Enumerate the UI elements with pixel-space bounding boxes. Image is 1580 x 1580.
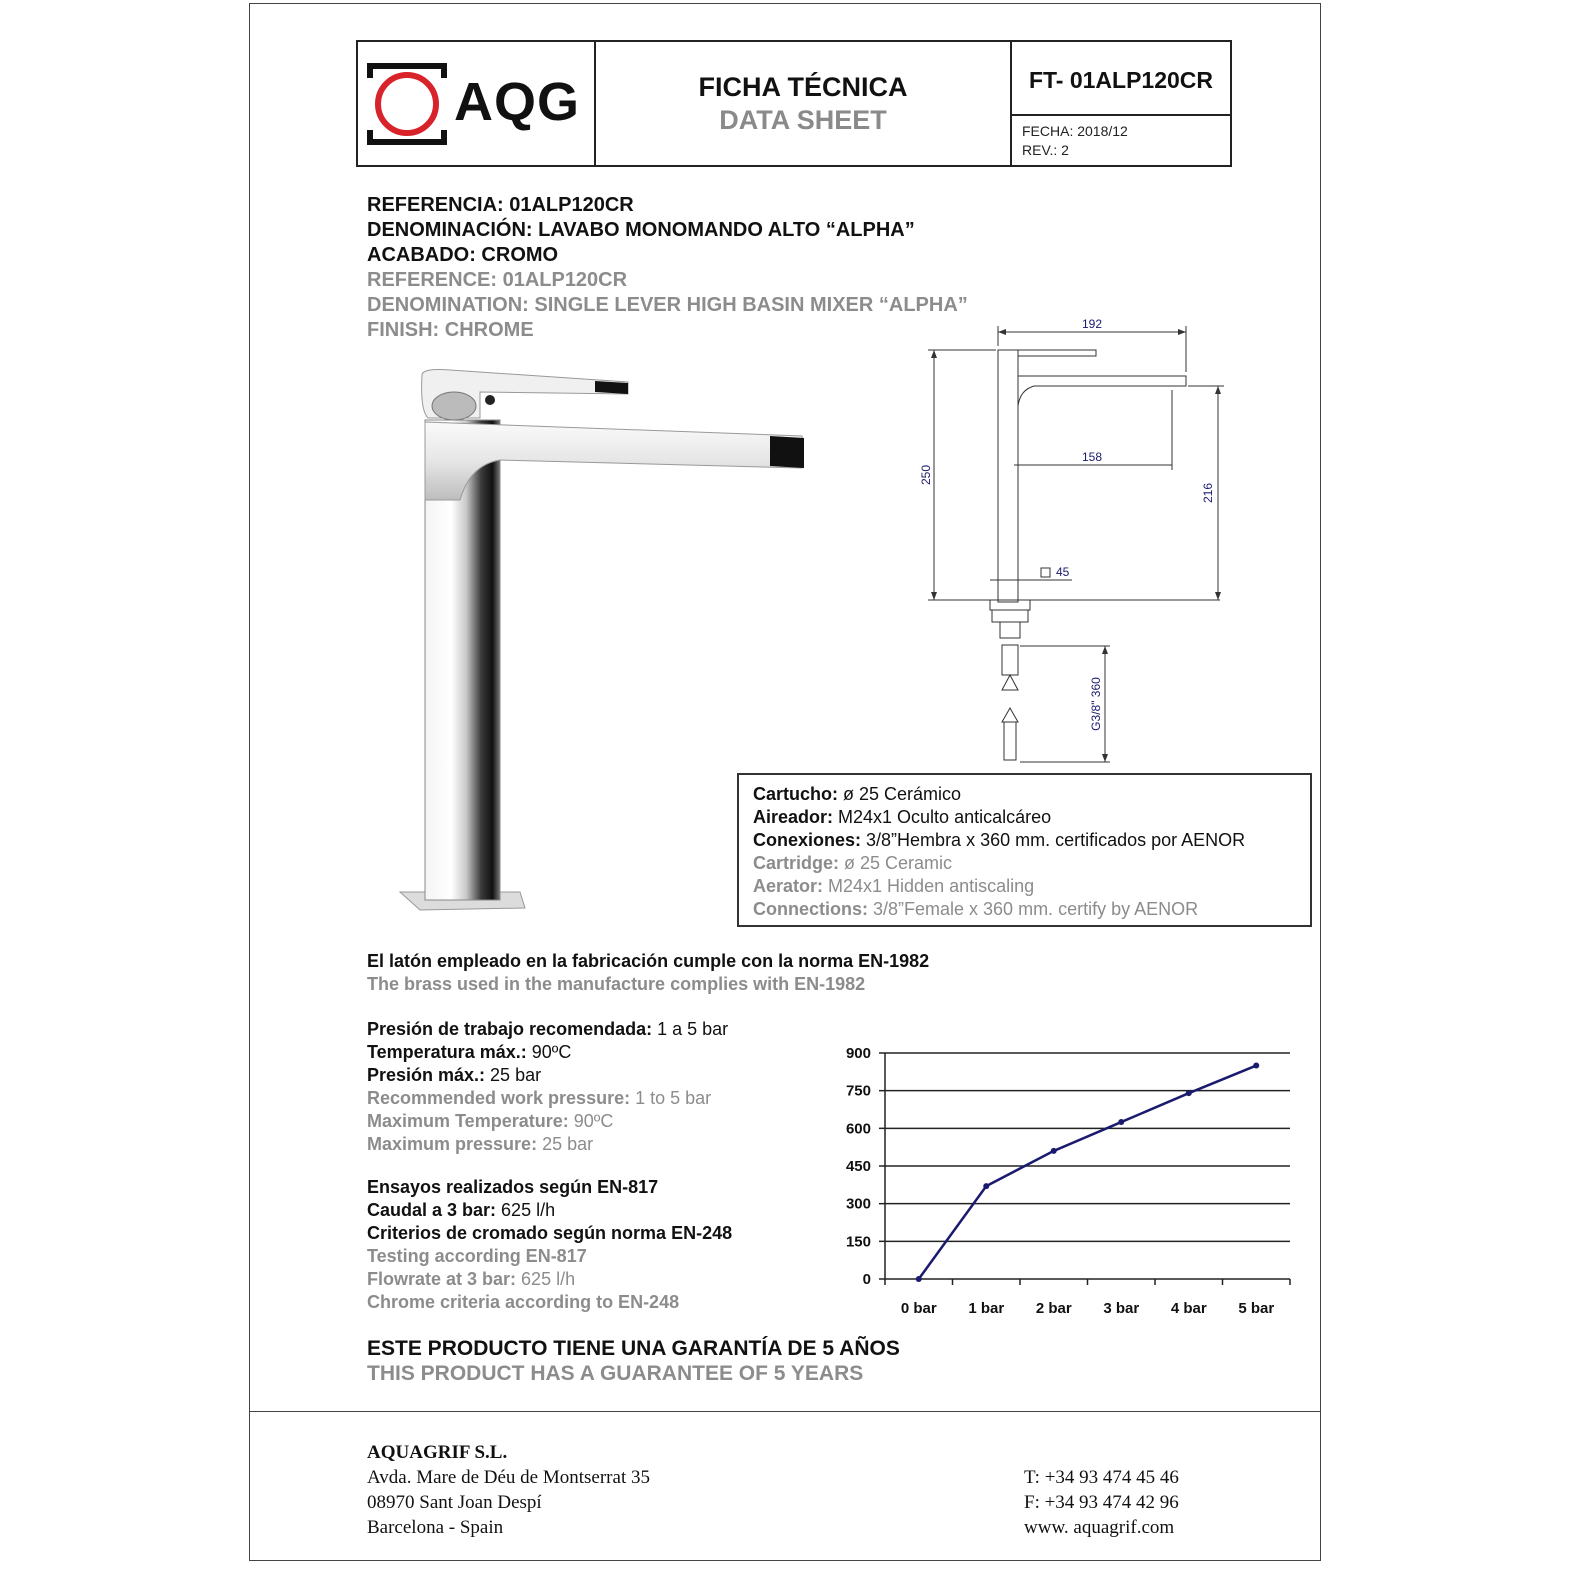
spec-aerator: Aerator: M24x1 Hidden antiscaling bbox=[753, 876, 1035, 896]
brass-en: The brass used in the manufacture complies with EN-1982 bbox=[367, 974, 866, 994]
address-line-2: 08970 Sant Joan Despí bbox=[367, 1492, 542, 1513]
spec-aireador: Aireador: M24x1 Oculto anticalcáreo bbox=[753, 807, 1052, 827]
x-tick-label: 4 bar bbox=[1170, 1300, 1207, 1317]
code-cell bbox=[1012, 42, 1230, 165]
pressure-block bbox=[367, 1018, 728, 1156]
data-point bbox=[916, 1276, 922, 1282]
dim-spout-height: 216 bbox=[1201, 482, 1215, 504]
finish: FINISH: CHROME bbox=[367, 319, 534, 341]
footer-address bbox=[367, 1440, 650, 1540]
address-line-3: Barcelona - Spain bbox=[367, 1517, 504, 1538]
data-point bbox=[1118, 1119, 1124, 1125]
logo-cell bbox=[358, 42, 596, 165]
title-cell bbox=[596, 42, 1012, 165]
flow-chart bbox=[820, 1030, 1300, 1330]
max-temp-en: Maximum Temperature: 90ºC bbox=[367, 1111, 614, 1131]
x-tick-label: 2 bar bbox=[1035, 1300, 1072, 1317]
x-tick-label: 0 bar bbox=[900, 1300, 937, 1317]
max-pressure-en: Maximum pressure: 25 bar bbox=[367, 1134, 594, 1154]
logo-text: AQG bbox=[454, 72, 581, 132]
max-pressure-es: Presión máx.: 25 bar bbox=[367, 1065, 542, 1085]
footer-contact bbox=[1024, 1465, 1179, 1540]
address-line-1: Avda. Mare de Déu de Montserrat 35 bbox=[367, 1467, 650, 1488]
denominacion: DENOMINACIÓN: LAVABO MONOMANDO ALTO “ALPHA” bbox=[367, 219, 915, 241]
phone: T: +34 93 474 45 46 bbox=[1024, 1467, 1179, 1488]
spec-connections: Connections: 3/8”Female x 360 mm. certify by AENOR bbox=[753, 899, 1199, 919]
dim-base: 45 bbox=[1056, 565, 1070, 579]
title-en: DATA SHEET bbox=[719, 105, 887, 135]
max-temp-es: Temperatura máx.: 90ºC bbox=[367, 1042, 572, 1062]
y-tick-label: 900 bbox=[845, 1045, 871, 1062]
denomination: DENOMINATION: SINGLE LEVER HIGH BASIN MIXER “ALPHA” bbox=[367, 294, 968, 316]
dim-height: 250 bbox=[919, 464, 933, 486]
y-tick-label: 150 bbox=[845, 1233, 871, 1251]
acabado: ACABADO: CROMO bbox=[367, 244, 559, 266]
reference: REFERENCE: 01ALP120CR bbox=[367, 269, 628, 291]
guarantee bbox=[367, 1336, 900, 1386]
dim-hose: G3/8" 360 bbox=[1089, 677, 1103, 731]
tests-en: Testing according EN-817 bbox=[367, 1246, 587, 1266]
dim-width: 192 bbox=[1081, 317, 1103, 331]
data-point bbox=[983, 1183, 989, 1189]
tests-es: Ensayos realizados según EN-817 bbox=[367, 1177, 659, 1197]
y-tick-label: 450 bbox=[845, 1158, 871, 1175]
website-link[interactable]: www. aquagrif.com bbox=[1024, 1517, 1175, 1538]
specs-box bbox=[737, 773, 1312, 927]
y-tick-label: 600 bbox=[845, 1120, 871, 1138]
company-name: AQUAGRIF S.L. bbox=[367, 1442, 508, 1463]
flow-en: Flowrate at 3 bar: 625 l/h bbox=[367, 1269, 576, 1289]
y-tick-label: 300 bbox=[845, 1195, 871, 1213]
header-table bbox=[356, 40, 1232, 167]
y-tick-label: 750 bbox=[845, 1082, 871, 1100]
rec-pressure-es: Presión de trabajo recomendada: 1 a 5 bar bbox=[367, 1019, 729, 1039]
footer-divider bbox=[249, 1411, 1321, 1412]
spec-cartridge: Cartridge: ø 25 Ceramic bbox=[753, 853, 953, 873]
data-point bbox=[1253, 1063, 1259, 1069]
chrome-es: Criterios de cromado según norma EN-248 bbox=[367, 1223, 733, 1243]
data-point bbox=[1051, 1148, 1057, 1154]
data-point bbox=[1186, 1090, 1192, 1096]
product-reference bbox=[367, 193, 968, 343]
x-tick-label: 5 bar bbox=[1238, 1300, 1275, 1317]
tests-block bbox=[367, 1176, 732, 1314]
document-code: FT- 01ALP120CR bbox=[1012, 42, 1230, 116]
guarantee-en: THIS PRODUCT HAS A GUARANTEE OF 5 YEARS bbox=[367, 1362, 864, 1385]
x-tick-label: 1 bar bbox=[968, 1300, 1005, 1317]
x-tick-label: 3 bar bbox=[1103, 1300, 1140, 1317]
fax: F: +34 93 474 42 96 bbox=[1024, 1492, 1179, 1513]
document-meta bbox=[1022, 122, 1128, 160]
title-es: FICHA TÉCNICA bbox=[698, 72, 908, 102]
chrome-en: Chrome criteria according to EN-248 bbox=[367, 1292, 680, 1312]
rec-pressure-en: Recommended work pressure: 1 to 5 bar bbox=[367, 1088, 712, 1108]
revision: REV.: 2 bbox=[1022, 142, 1069, 158]
brass-es: El latón empleado en la fabricación cumple con la norma EN-1982 bbox=[367, 951, 930, 971]
spec-cartucho: Cartucho: ø 25 Cerámico bbox=[753, 784, 962, 804]
spec-conexiones: Conexiones: 3/8”Hembra x 360 mm. certificados por AENOR bbox=[753, 830, 1246, 850]
flow-es: Caudal a 3 bar: 625 l/h bbox=[367, 1200, 556, 1220]
brass-note bbox=[367, 950, 929, 996]
series-line bbox=[919, 1066, 1257, 1279]
dim-spout: 158 bbox=[1081, 450, 1103, 464]
y-tick-label: 0 bbox=[862, 1271, 871, 1288]
fecha: FECHA: 2018/12 bbox=[1022, 123, 1128, 139]
technical-drawing bbox=[910, 310, 1240, 770]
guarantee-es: ESTE PRODUCTO TIENE UNA GARANTÍA DE 5 AÑOS bbox=[367, 1337, 900, 1360]
referencia: REFERENCIA: 01ALP120CR bbox=[367, 194, 634, 216]
